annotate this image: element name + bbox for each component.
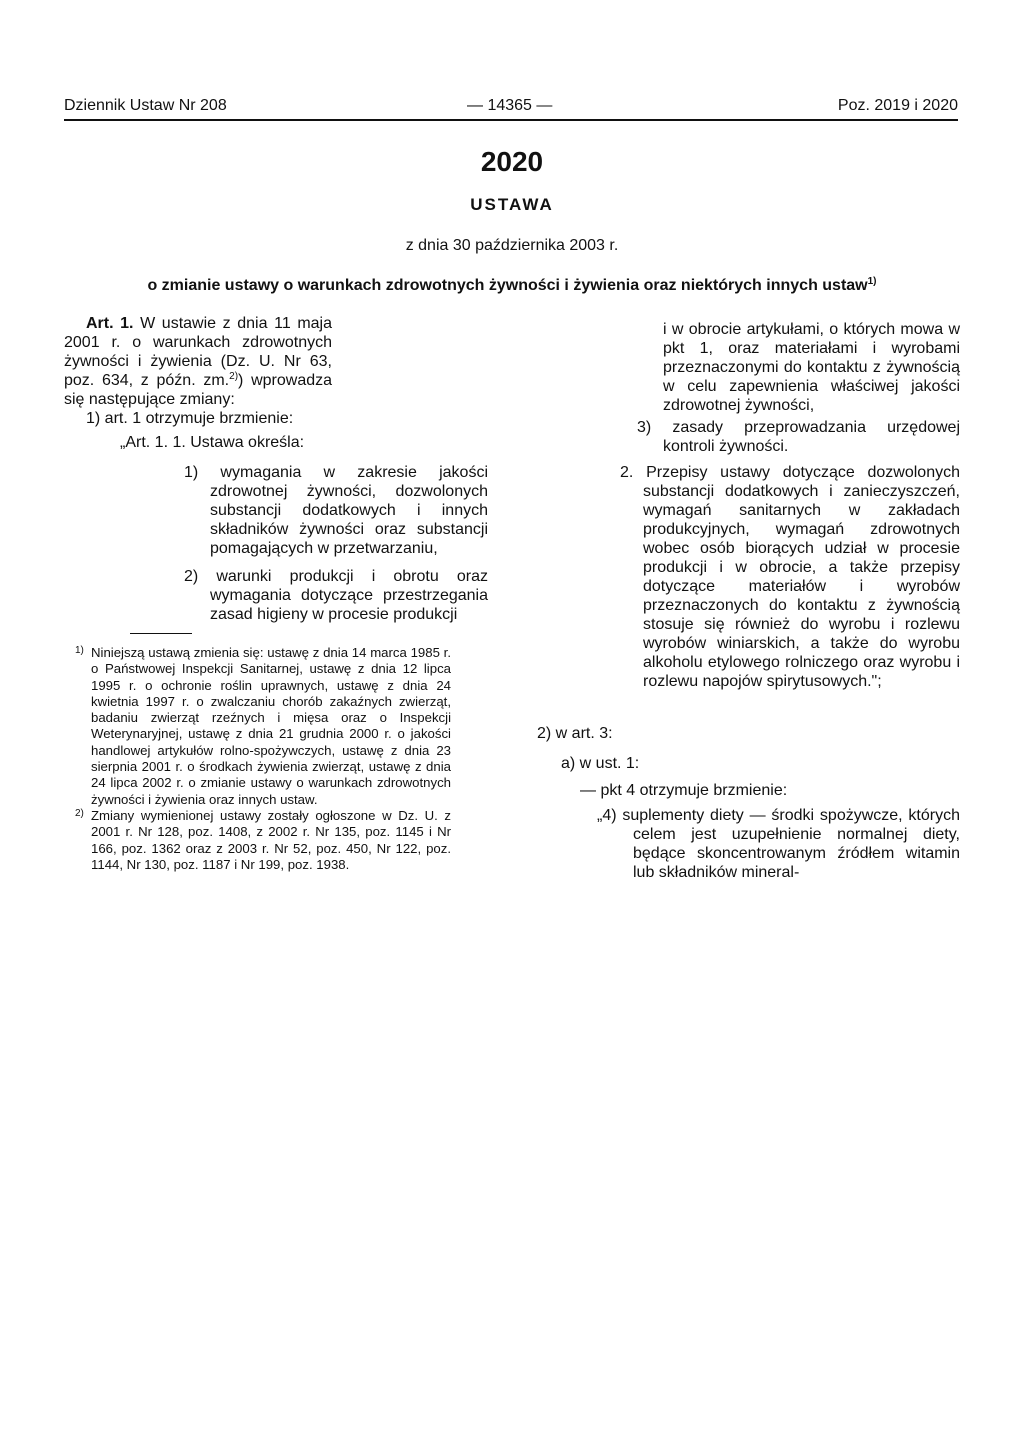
- art1-point-1: 1) wymagania w zakresie jakości zdrowotnej żywności, dozwolonych substancji dodatkowych i innych składników żywności oraz substancji pomagających w przetwarzaniu,: [184, 464, 488, 557]
- art1-paragraph-2: 2. Przepisy ustawy dotyczące dozwolonych substancji dodatkowych i zanieczyszczeń, wymagań sanitarnych w zakładach produkcyjnych, wymagań zdrowotnych wobec osób biorących udział w procesie produkcji i w obrocie, a także przepisy dotyczące materiałów i wyrobów przeznaczonych do kontaktu z żywnością stosuje się również do wyrobu i rozlewu wyrobów winiarskich, a także do wyrobu alkoholu etylowego rolniczego oraz wyrobu i rozlewu napojów spirytusowych.";: [620, 464, 960, 690]
- act-number: 2020: [480, 146, 544, 177]
- footnote-1-mark: 1): [75, 645, 84, 656]
- art1-label: Art. 1.: [86, 315, 134, 332]
- art1-footnote-ref: 2): [229, 371, 239, 382]
- art1-point-2-continuation: i w obrocie artykułami, o których mowa w pkt 1, oraz materiałami i wyrobami przeznaczonymi do kontaktu z żywnością w celu zapewnienia właściwej jakości zdrowotnej żywności,: [663, 321, 960, 414]
- footnote-2-text: Zmiany wymienionej ustawy zostały ogłoszone w Dz. U. z 2001 r. Nr 128, poz. 1408, z 2002 r. Nr 135, poz. 1145 i Nr 166, poz. 1362 oraz z 2003 r. Nr 52, poz. 450, Nr 122, poz. 1144, Nr 130, poz. 1187 i Nr 199, poz. 1938.: [91, 808, 451, 872]
- gazette-name: Dziennik Ustaw Nr 208: [64, 97, 227, 114]
- footnote-1-text: Niniejszą ustawą zmienia się: ustawę z dnia 14 marca 1985 r. o Państwowej Inspekcji Sanitarnej, ustawę z dnia 12 lipca 1995 r. o ochronie roślin uprawnych, ustawę z dnia 24 kwietnia 1997 r. o zwalczaniu chorób zakaźnych zwierząt, badaniu zwierząt rzeźnych i mięsa oraz o Inspekcji Weterynaryjnej, ustawę z dnia 21 grudnia 2000 r. o jakości handlowej artykułów rolno-spożywczych, ustawę z dnia 23 sierpnia 2001 r. o środkach żywienia zwierząt, ustawę z dnia 24 lipca 2002 r. o zmianie ustawy o warunkach zdrowotnych żywności i żywienia oraz innych ustaw.: [91, 645, 451, 807]
- art1-intro: [64, 314, 332, 409]
- act-type: USTAWA: [470, 195, 554, 214]
- act-date: z dnia 30 października 2003 r.: [405, 237, 619, 254]
- footnote-1: [75, 645, 451, 808]
- article-1-quote: „Art. 1. 1. Ustawa określa:: [120, 434, 305, 451]
- position-number: Poz. 2019 i 2020: [837, 97, 958, 114]
- header-rule: [64, 119, 958, 121]
- footnote-rule: [130, 633, 192, 634]
- art1-point-3: 3) zasady przeprowadzania urzędowej kontroli żywności.: [637, 419, 960, 455]
- footnote-2: [75, 808, 451, 873]
- act-title: [0, 276, 1024, 296]
- amendment-item-2: 2) w art. 3:: [537, 725, 613, 742]
- amendment-item-2a: a) w ust. 1:: [561, 755, 640, 772]
- definition-pkt-4: „4) suplementy diety — środki spożywcze, których celem jest uzupełnienie normalnej diety, będące skoncentrowanym źródłem witamin lub składników mineral-: [597, 807, 960, 881]
- amendment-dash-item: — pkt 4 otrzymuje brzmienie:: [580, 782, 788, 799]
- art1-point-2: 2) warunki produkcji i obrotu oraz wymagania dotyczące przestrzegania zasad higieny w procesie produkcji: [184, 568, 488, 623]
- amendment-item-1: 1) art. 1 otrzymuje brzmienie:: [86, 410, 294, 427]
- act-title-text: o zmianie ustawy o warunkach zdrowotnych żywności i żywienia oraz niektórych innych ustaw: [147, 277, 868, 294]
- page-number: — 14365 —: [467, 97, 553, 114]
- art1-text-b: ) wprowadza się następujące zmiany:: [64, 372, 333, 408]
- art1-text-a: W ustawie z dnia 11 maja 2001 r. o warunkach zdrowotnych żywności i żywienia (Dz. U. Nr 63, poz. 634, z późn. zm.: [64, 315, 332, 389]
- footnote-2-mark: 2): [75, 808, 84, 819]
- act-title-footnote-ref: 1): [867, 276, 877, 287]
